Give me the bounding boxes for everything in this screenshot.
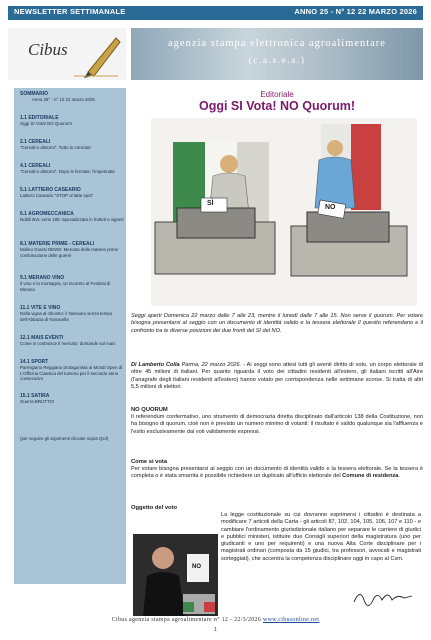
summary-item[interactable] bbox=[20, 336, 124, 347]
referendum-illustration bbox=[151, 118, 417, 306]
summary-item-heading: 12.1 MAIS EVENTI bbox=[20, 335, 64, 341]
page-number: 1 bbox=[214, 627, 217, 633]
summary-item-text: "Cereali e dintorni". Dopo le fermate, l'impennata bbox=[20, 169, 115, 175]
summary-item[interactable] bbox=[20, 242, 124, 258]
summary-item-text: Parmigiano Reggiano protagonista ai Mondi Open di L'Officina Classica del turismo per il secondo anno consecutivo bbox=[20, 365, 123, 382]
summary-item-heading: 8.1 MATERIE PRIME - CEREALI bbox=[20, 241, 95, 247]
summary-item-heading: 5.1 LATTIERO CASEARIO bbox=[20, 187, 81, 193]
heading-oggetto: Oggetto del voto bbox=[131, 505, 178, 511]
summary-item[interactable] bbox=[20, 116, 124, 127]
author-name: Di bbox=[131, 362, 139, 368]
cibus-logo bbox=[8, 28, 126, 80]
top-bar bbox=[0, 0, 431, 24]
heading-quorum: NO QUORUM bbox=[131, 407, 168, 413]
summary-item-heading: 11.1 VITE E VINO bbox=[20, 305, 61, 311]
summary-link-note[interactable]: (per seguire gli argomenti cliccate sopra QUI) bbox=[20, 436, 109, 441]
summary-item[interactable] bbox=[20, 140, 124, 151]
masthead-banner bbox=[131, 28, 423, 80]
newsletter-label: NEWSLETTER SETTIMANALE bbox=[14, 7, 126, 16]
summary-item[interactable] bbox=[20, 306, 124, 322]
summary-sidebar bbox=[14, 88, 126, 584]
summary-item[interactable] bbox=[20, 394, 124, 405]
article-lead bbox=[131, 362, 423, 391]
article-intro: Seggi aperti Domenica 22 marzo dalle 7 alle 23, mentre il lunedì dalle 7 alle 15. Non serve il quorum. Per votare bisogna presentarsi al seggio con un documento di identità valido e la tessera elettorale Il quesito referendario e il confronto tra le diverse posizioni dei due fronti del SI del NO. bbox=[131, 313, 423, 334]
author-signature bbox=[352, 586, 414, 608]
summary-issue: Anno 25° - n° 12 22 marzo 2026 bbox=[32, 97, 95, 103]
summary-item[interactable] bbox=[20, 188, 124, 199]
summary-item-text: Lattiero Caseario "STOP al latte spot" bbox=[20, 193, 94, 199]
summary-item-heading: 2.1 CEREALI bbox=[20, 139, 51, 145]
masthead-title: agenzia stampa elettronica agroalimentare bbox=[168, 38, 386, 49]
summary-item-text: "Cereali e dintorni". Tutto in crescita! bbox=[20, 145, 91, 151]
footer bbox=[0, 617, 431, 623]
lead-text: - Ai seggi sono attesi tutti gli aventi diritto di voto, un corpo elettorale di oltre 45 milioni di italiani. Per quanto riguarda il voto dei cittadini residenti all'estero, gli italiani iscritti all'Aire (l'anagrafe degli italiani residenti all'estero) hanno votato per corrispondenza nelle settimane scorse. Si tratta di altri 5,5 milioni di elettori. bbox=[131, 362, 424, 390]
vote-text: Per votare bisogna presentarsi al seggio con un documento di identità valido e la tessera elettorale. Se la tessera è completa o è stata smarrita è possibile richiedere un duplicato all'ufficio elettorale del bbox=[131, 466, 423, 480]
article-title: Oggi SI Vota! NO Quorum! bbox=[198, 99, 355, 113]
footer-text: Cibus agenzia stampa agroalimentare n° 12 - 22/3/2026 bbox=[111, 617, 263, 623]
dateline: Parma, 22 marzo 2026. bbox=[179, 362, 242, 368]
summary-item-heading: 1.1 EDITORIALE bbox=[20, 115, 59, 121]
ballot-boxes-drawing bbox=[151, 118, 417, 306]
summary-item-heading: 15.1 SATIRA bbox=[20, 393, 50, 399]
ballot-si-label: SÌ bbox=[207, 200, 214, 207]
ballot-no-label: NO bbox=[325, 204, 336, 211]
summary-item-heading: 6.1 AGROMECCANICA bbox=[20, 211, 74, 217]
vote-bold: Comune di residenza bbox=[342, 473, 399, 480]
summary-title: SOMMARIO bbox=[20, 91, 49, 97]
author: Lamberto Colla bbox=[138, 362, 180, 368]
vote-end: . bbox=[398, 473, 400, 480]
logo-wordmark: Cibus bbox=[28, 40, 68, 59]
summary-item-text: Molino Grassi NEWS: Mercato delle materie prime combinazione delle guerre bbox=[20, 247, 119, 258]
summary-item[interactable] bbox=[20, 276, 124, 292]
article-kicker: Editoriale bbox=[260, 90, 294, 99]
heading-come-si-vota: Come si vota bbox=[131, 459, 168, 465]
vote-paragraph bbox=[131, 466, 423, 481]
summary-item-text: Come si costruisce il mercato: domande sul mais bbox=[20, 341, 116, 347]
summary-item[interactable] bbox=[20, 360, 124, 382]
pen-nib-icon bbox=[68, 32, 124, 78]
masthead-acronym: (c.a.s.e.a.) bbox=[248, 56, 306, 66]
summary-item[interactable] bbox=[20, 212, 124, 223]
summary-item-text: Dalla vigna al chiostro: il Nessuno senza tempo dell'Abbazia di Novacella bbox=[20, 311, 113, 322]
summary-item-heading: 9.1 MERANO VINO bbox=[20, 275, 65, 281]
summary-item-heading: 4.1 CEREALI bbox=[20, 163, 51, 169]
quorum-paragraph: Il referendum confermativo, uno strumento di democrazia diretta disciplinato dall'articolo 138 della Costituzione, non ha bisogno di quorum, cioè non è previsto un numero minimo di votanti: il risultato è valido qualunque sia l'affluenza e l'esito esclusivamente dai voti validamente espressi. bbox=[131, 414, 423, 435]
summary-item[interactable] bbox=[20, 164, 124, 175]
summary-item-text: Il vino e la montagna, un incontro al Festival di Merano bbox=[20, 281, 111, 292]
issue-label: ANNO 25 - N° 12 22 MARZO 2026 bbox=[294, 7, 417, 16]
photo-sign-label: NO bbox=[192, 564, 201, 570]
summary-item-text: Oggi SI Vota! NO Quorum! bbox=[20, 121, 72, 127]
footer-link[interactable]: www.cibusonline.net bbox=[262, 617, 320, 623]
summary-item-heading: 14.1 SPORT bbox=[20, 359, 49, 365]
summary-item-text: Nobili BVL serie 105: Specializzata in frutteti e vigneti bbox=[20, 217, 124, 223]
object-paragraph: La legge costituzionale su cui dovranno esprimersi i cittadini è destinata a modificare 7 articoli della Carta - gli articoli 87, 102, 104, 105, 106, 107 e 110 - e cambiare l'ordinamento giurisdizionale italiano per separare le carriere di giudici e pubblici ministeri, istituire due Consigli superiori della magistratura (uno per giudicanti e uno per requirenti) e una nuova Alta Corte disciplinare per i magistrati ordinari (composta da 15 giudici, tra professori, avvocati e magistrati sorteggiati), che accentra la competenza disciplinare oggi in capo al Csm. bbox=[221, 512, 421, 562]
judge-photo bbox=[133, 534, 218, 616]
summary-item-text: Guerra BRUTTO! bbox=[20, 399, 55, 405]
